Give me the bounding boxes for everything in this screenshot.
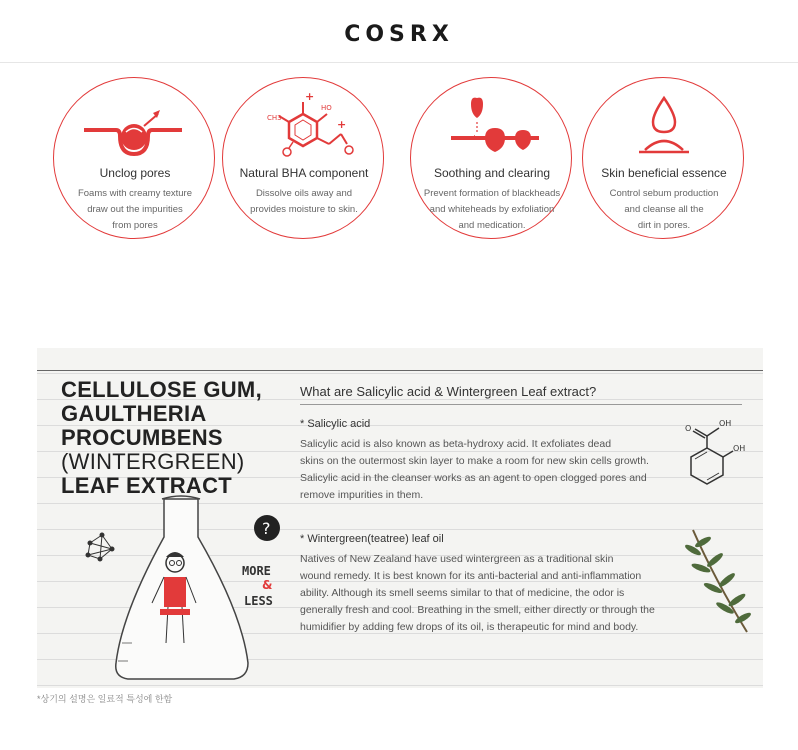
ingredient-title: CELLULOSE GUM, GAULTHERIA PROCUMBENS (WINTERGREEN) LEAF EXTRACT <box>61 377 262 498</box>
feature-title: Unclog pores <box>99 166 171 180</box>
feature-title: Soothing and clearing <box>433 166 551 180</box>
wintergreen-heading: * Wintergreen(teatree) leaf oil <box>300 533 444 545</box>
feature-soothing-clearing <box>410 77 572 239</box>
unclog-pore-icon <box>54 92 216 166</box>
feature-description: Foams with creamy texture draw out the impurities from pores <box>77 188 193 231</box>
footnote: *상기의 설명은 일료적 특성에 한함 <box>37 694 173 704</box>
svg-text:+: + <box>305 92 315 103</box>
feature-description: Prevent formation of blackheads and whiteheads by exfoliation and medication. <box>423 188 561 231</box>
bha-molecule-icon <box>223 92 385 166</box>
flask-illustration <box>72 493 282 683</box>
feature-unclog-pores <box>53 77 215 239</box>
soothing-drops-icon <box>411 92 573 166</box>
feature-description: Dissolve oils away and provides moisture to skin. <box>250 188 358 215</box>
salicylic-structure-icon <box>669 414 749 492</box>
question-underline <box>300 404 742 405</box>
essence-drop-icon <box>583 92 745 166</box>
more-doodle: MORE <box>242 564 271 578</box>
ch3-label: CH3 <box>267 114 282 122</box>
feature-skin-essence <box>582 77 744 239</box>
header-divider <box>0 62 798 63</box>
panel-top-rule <box>37 370 763 371</box>
salicylic-text: Salicylic acid is also known as beta-hydroxy acid. It exfoliates dead skins on the outermost skin layer to make a room for new skin cells growth. Salicylic acid in the cleanser works as an agent to open clogged pores and remove impurities in them. <box>300 438 649 501</box>
o-label: O <box>685 424 692 433</box>
feature-natural-bha <box>222 77 384 239</box>
question-heading: What are Salicylic acid & Wintergreen Leaf extract? <box>300 384 597 399</box>
salicylic-heading: * Salicylic acid <box>300 418 371 430</box>
ingredient-panel <box>37 348 763 688</box>
oh-label: OH <box>719 419 732 428</box>
feature-title: Skin beneficial essence <box>601 166 727 180</box>
ho-label: HO <box>321 104 332 112</box>
network-doodle-icon <box>86 533 114 561</box>
amp-doodle: & <box>262 578 273 592</box>
svg-text:+: + <box>337 118 347 131</box>
feature-description: Control sebum production and cleanse all the dirt in pores. <box>609 188 719 231</box>
brand-logo: COSRX <box>344 22 454 47</box>
question-mark: ? <box>262 519 271 538</box>
svg-text:+: + <box>471 133 478 142</box>
wintergreen-leaf-icon <box>685 520 755 640</box>
oh-label: OH <box>733 444 746 453</box>
wintergreen-text: Natives of New Zealand have used wintergreen as a traditional skin wound remedy. It is best known for its anti-bacterial and anti-inflammation ability. Although its smell seems similar to that of medicine, the odor is generally fresh and cool. Breathing in the smell, either directly or through the humidifier by adding few drops of its oil, is therapeutic for mind and body. <box>300 553 655 633</box>
less-doodle: LESS <box>244 594 273 608</box>
feature-title: Natural BHA component <box>239 166 369 180</box>
